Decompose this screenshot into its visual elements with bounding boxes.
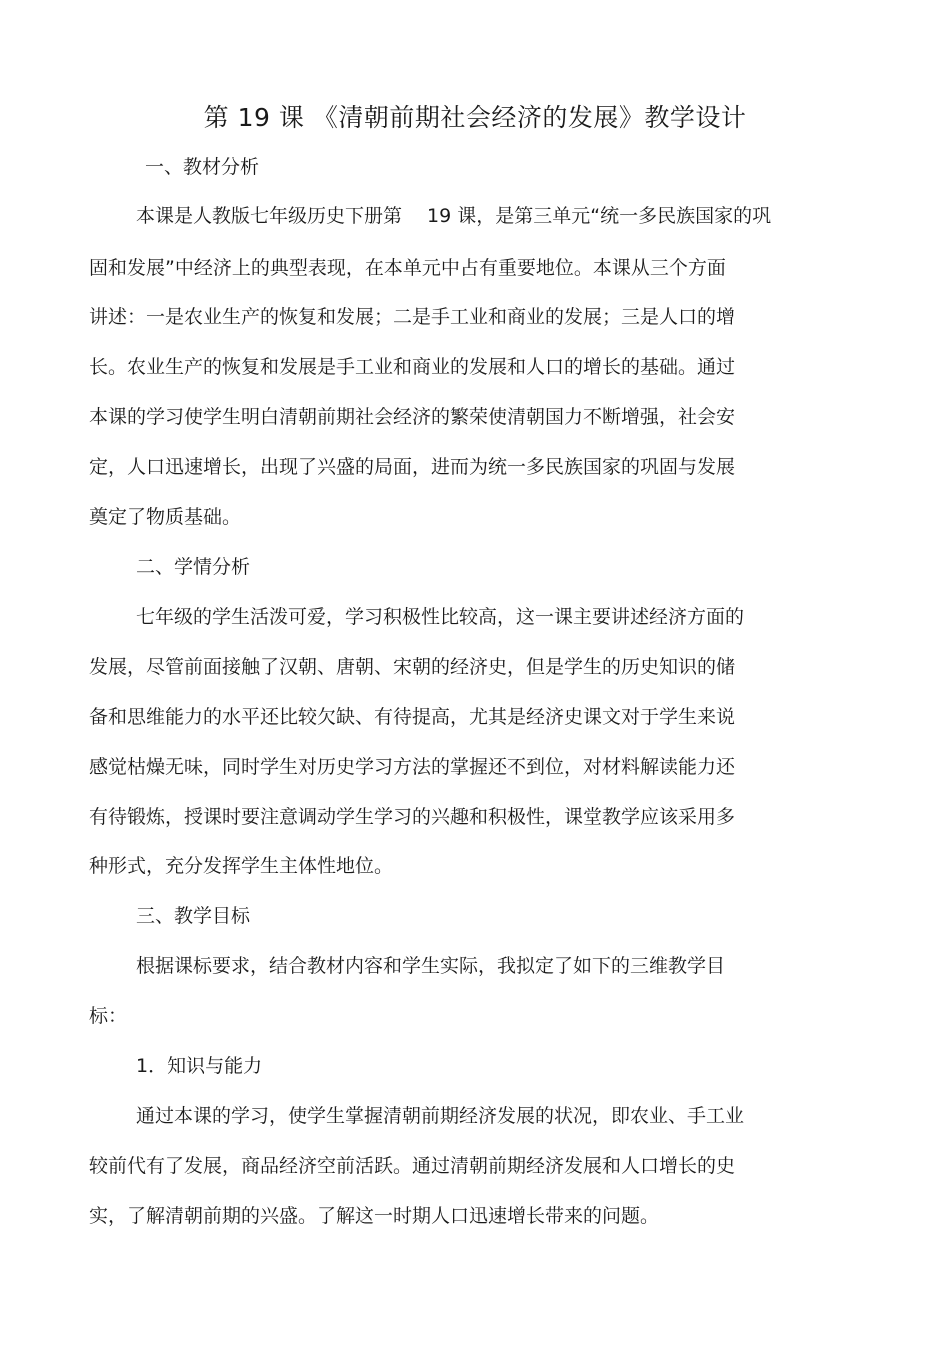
- paragraph-line: 七年级的学生活泼可爱，学习积极性比较高，这一课主要讲述经济方面的: [136, 606, 745, 628]
- paragraph-line: 有待锻炼，授课时要注意调动学生学习的兴趣和积极性，课堂教学应该采用多: [89, 806, 736, 828]
- paragraph-line: 定，人口迅速增长，出现了兴盛的局面，进而为统一多民族国家的巩固与发展: [89, 456, 736, 478]
- paragraph-line: 种形式，充分发挥学生主体性地位。: [89, 855, 394, 877]
- paragraph-line: 感觉枯燥无味，同时学生对历史学习方法的掌握还不到位，对材料解读能力还: [89, 756, 736, 778]
- section-heading-textbook-analysis: 一、教材分析: [145, 156, 260, 178]
- section-heading-student-analysis: 二、学情分析: [136, 556, 251, 578]
- paragraph-line: 讲述：一是农业生产的恢复和发展；二是手工业和商业的发展；三是人口的增: [89, 306, 736, 328]
- paragraph-line: 固和发展”中经济上的典型表现，在本单元中占有重要地位。本课从三个方面: [89, 257, 726, 279]
- paragraph-line: 发展，尽管前面接触了汉朝、唐朝、宋朝的经济史，但是学生的历史知识的储: [89, 656, 736, 678]
- paragraph-line: 长。农业生产的恢复和发展是手工业和商业的发展和人口的增长的基础。通过: [89, 356, 736, 378]
- paragraph-line: 本课的学习使学生明白清朝前期社会经济的繁荣使清朝国力不断增强，社会安: [89, 406, 736, 428]
- paragraph-line: 通过本课的学习，使学生掌握清朝前期经济发展的状况，即农业、手工业: [136, 1105, 745, 1127]
- paragraph-line: 奠定了物质基础。: [89, 506, 242, 528]
- paragraph-line: 根据课标要求，结合教材内容和学生实际，我拟定了如下的三维教学目: [136, 955, 726, 977]
- section-heading-teaching-goals: 三、教学目标: [136, 905, 251, 927]
- document-title: 第 19 课 《清朝前期社会经济的发展》教学设计: [203, 103, 747, 132]
- subsection-heading-knowledge-ability: 1．知识与能力: [136, 1055, 263, 1077]
- paragraph-line: 标：: [89, 1005, 128, 1027]
- paragraph-line: 本课是人教版七年级历史下册第 19 课，是第三单元“统一多民族国家的巩: [136, 205, 772, 227]
- paragraph-line: 较前代有了发展，商品经济空前活跃。通过清朝前期经济发展和人口增长的史: [89, 1155, 736, 1177]
- paragraph-line: 实，了解清朝前期的兴盛。了解这一时期人口迅速增长带来的问题。: [89, 1205, 660, 1227]
- paragraph-line: 备和思维能力的水平还比较欠缺、有待提高，尤其是经济史课文对于学生来说: [89, 706, 736, 728]
